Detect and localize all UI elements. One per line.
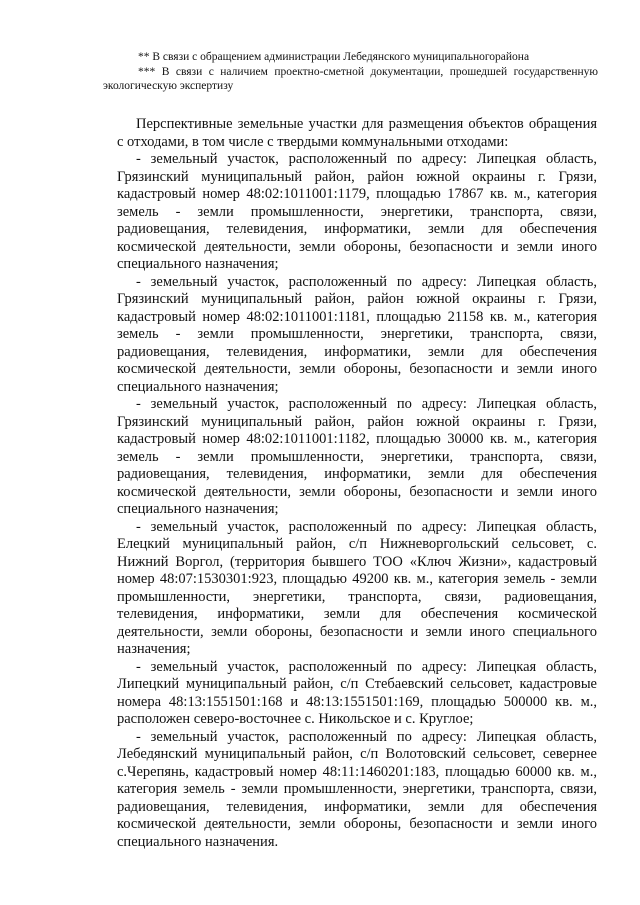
- footnote-2: ** В связи с обращением администрации Лебедянского муниципальногорайона: [138, 51, 530, 63]
- plot-paragraph-2: - земельный участок, расположенный по адресу: Липецкая область, Грязинский муниципальный район, район южной окраины г. Грязи, кадастровый номер 48:02:1011001:1181, площадью 21158 кв. м., категория земель - земли промышленности, энергетики, транспорта, связи, радиовещания, телевидения, информатики, земли для обеспечения космической деятельности, земли обороны, безопасности и земли иного специального назначения;: [117, 273, 597, 395]
- footnote-3: *** В связи с наличием проектно-сметной документации, прошедшей государственную экологическую экспертизу: [103, 65, 598, 92]
- plot-paragraph-4: - земельный участок, расположенный по адресу: Липецкая область, Елецкий муниципальный район, с/п Нижневоргольский сельсовет, с. Нижний Воргол, (территория бывшего ТОО «Ключ Жизни», кадастровый номер 48:07:1530301:923, площадью 49200 кв. м., категория земель - земли промышленности, энергетики, транспорта, связи, радиовещания, телевидения, информатики, земли для обеспечения космической деятельности, земли обороны, безопасности и земли иного специального назначения;: [117, 518, 597, 657]
- footnotes: [103, 50, 598, 94]
- document-body: [117, 116, 597, 851]
- plot-paragraph-1: - земельный участок, расположенный по адресу: Липецкая область, Грязинский муниципальный район, район южной окраины г. Грязи, кадастровый номер 48:02:1011001:1179, площадью 17867 кв. м., категория земель - земли промышленности, энергетики, транспорта, связи, радиовещания, телевидения, информатики, земли для обеспечения космической деятельности, земли обороны, безопасности и земли иного специального назначения;: [117, 151, 597, 272]
- plot-paragraph-3: - земельный участок, расположенный по адресу: Липецкая область, Грязинский муниципальный район, район южной окраины г. Грязи, кадастровый номер 48:02:1011001:1182, площадью 30000 кв. м., категория земель - земли промышленности, энергетики, транспорта, связи, радиовещания, телевидения, информатики, земли для обеспечения космической деятельности, земли обороны, безопасности и земли иного специального назначения;: [117, 396, 597, 517]
- plot-paragraph-6: - земельный участок, расположенный по адресу: Липецкая область, Лебедянский муниципальный район, с/п Волотовский сельсовет, севернее с.Черепянь, кадастровый номер 48:11:1460201:183, площадью 60000 кв. м., категория земель - земли промышленности, энергетики, транспорта, связи, радиовещания, телевидения, информатики, земли для обеспечения космической деятельности, земли обороны, безопасности и земли иного специального назначения.: [117, 728, 597, 850]
- intro-paragraph: Перспективные земельные участки для размещения объектов обращения с отходами, в том числе с твердыми коммунальными отходами:: [117, 116, 597, 150]
- plot-paragraph-5: - земельный участок, расположенный по адресу: Липецкая область, Липецкий муниципальный район, с/п Стебаевский сельсовет, кадастровые номера 48:13:1551501:168 и 48:13:1551501:169, площадью 500000 кв. м., расположен северо-восточнее с. Никольское и с. Круглое;: [117, 658, 597, 727]
